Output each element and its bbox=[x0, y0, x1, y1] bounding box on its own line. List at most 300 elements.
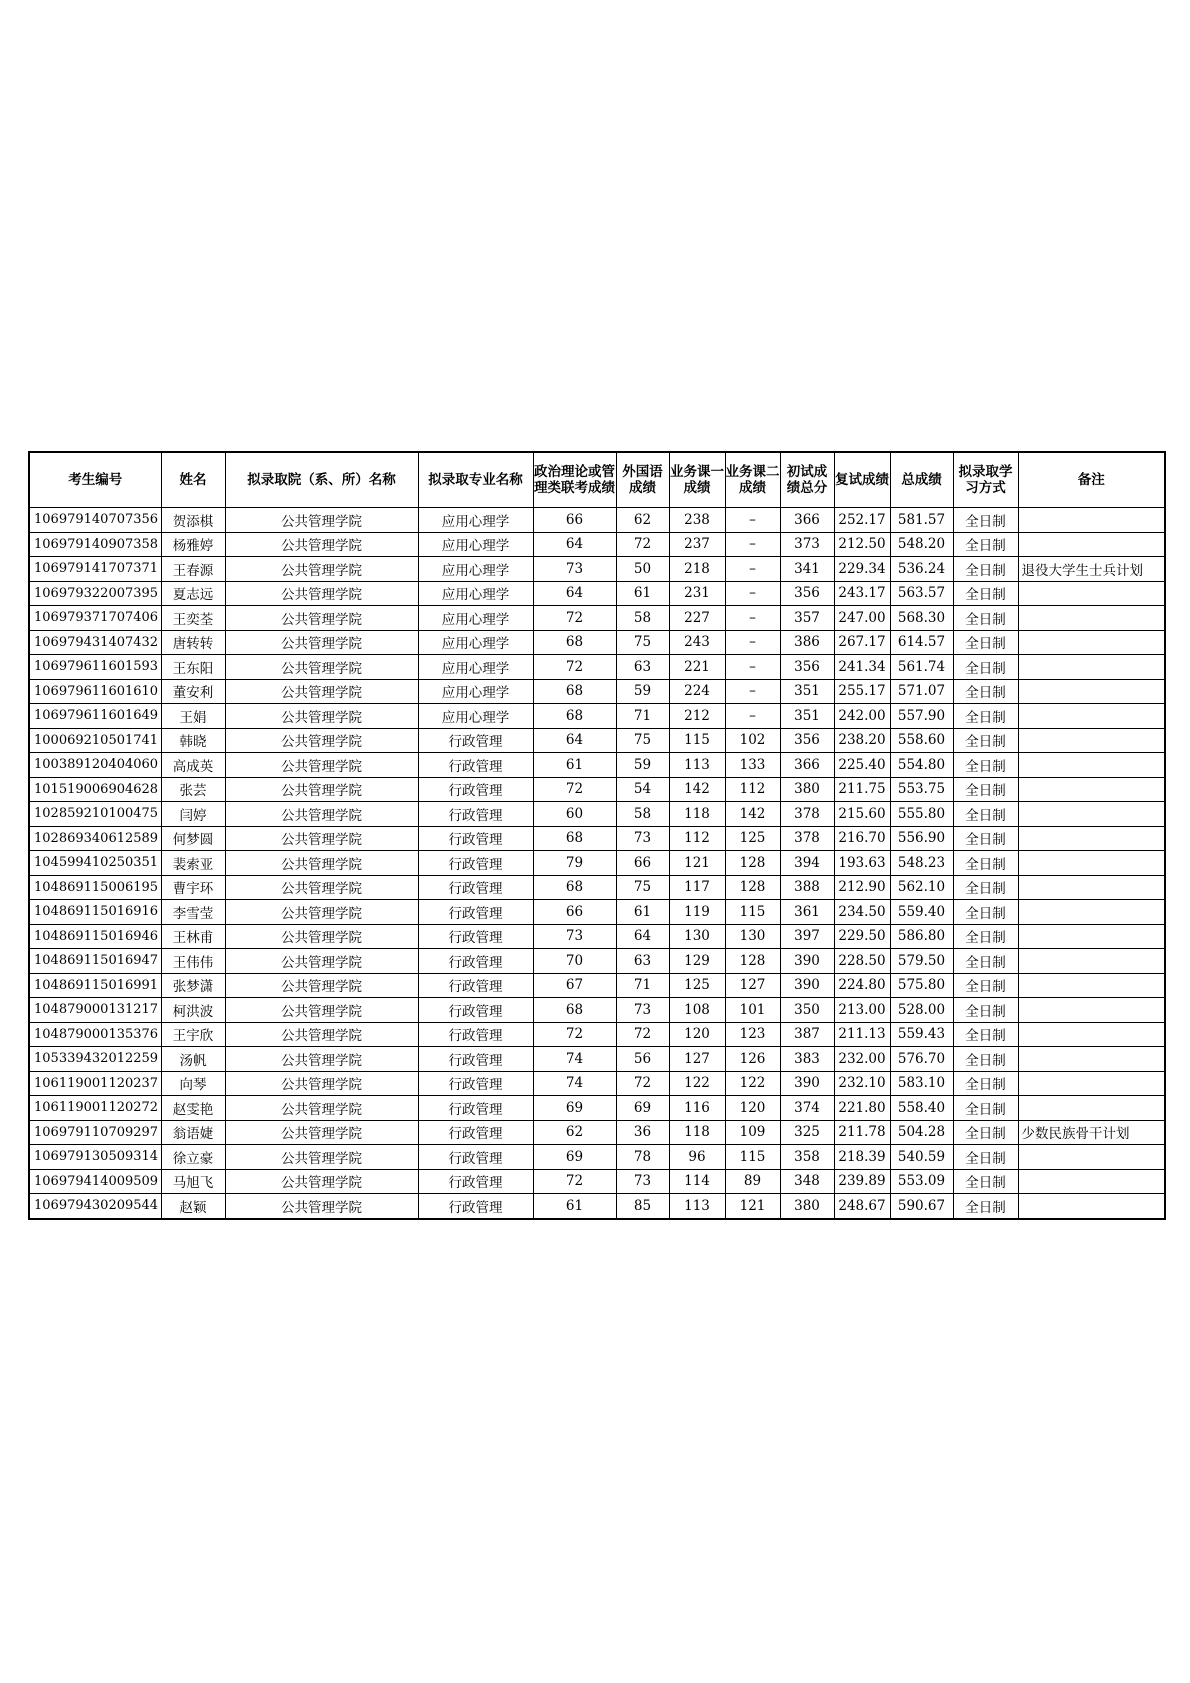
retest-score-cell: 225.40 bbox=[834, 753, 890, 778]
subject-one-score-cell: 122 bbox=[669, 1071, 725, 1096]
subject-one-score-cell: 130 bbox=[669, 924, 725, 949]
total-score-cell: 528.00 bbox=[890, 998, 953, 1023]
college-cell: 公共管理学院 bbox=[225, 606, 418, 631]
subject-two-score-cell: 89 bbox=[725, 1169, 780, 1194]
college-cell: 公共管理学院 bbox=[225, 973, 418, 998]
foreign-language-score-cell: 61 bbox=[616, 900, 669, 925]
study-mode-cell: 全日制 bbox=[953, 826, 1018, 851]
exam-id-cell: 106979414009509 bbox=[29, 1169, 161, 1194]
remarks-cell bbox=[1018, 998, 1165, 1023]
study-mode-cell: 全日制 bbox=[953, 1120, 1018, 1145]
name-cell: 王奕荃 bbox=[161, 606, 225, 631]
preliminary-total-cell: 325 bbox=[780, 1120, 834, 1145]
remarks-cell bbox=[1018, 728, 1165, 753]
total-score-cell: 548.23 bbox=[890, 851, 953, 876]
subject-one-score-cell: 117 bbox=[669, 875, 725, 900]
major-cell: 行政管理 bbox=[418, 728, 533, 753]
exam-id-cell: 104869115016916 bbox=[29, 900, 161, 925]
total-score-cell: 553.09 bbox=[890, 1169, 953, 1194]
name-cell: 唐转转 bbox=[161, 630, 225, 655]
retest-score-cell: 212.90 bbox=[834, 875, 890, 900]
college-cell: 公共管理学院 bbox=[225, 1145, 418, 1170]
exam-id-cell: 104879000131217 bbox=[29, 998, 161, 1023]
exam-id-cell: 106119001120237 bbox=[29, 1071, 161, 1096]
preliminary-total-cell: 388 bbox=[780, 875, 834, 900]
subject-two-score-cell: – bbox=[725, 655, 780, 680]
subject-one-score-cell: 118 bbox=[669, 1120, 725, 1145]
college-cell: 公共管理学院 bbox=[225, 1169, 418, 1194]
college-cell: 公共管理学院 bbox=[225, 753, 418, 778]
subject-two-score-cell: – bbox=[725, 581, 780, 606]
preliminary-total-cell: 390 bbox=[780, 1071, 834, 1096]
politics-score-cell: 73 bbox=[533, 557, 616, 582]
total-score-cell: 553.75 bbox=[890, 777, 953, 802]
major-cell: 行政管理 bbox=[418, 851, 533, 876]
remarks-cell bbox=[1018, 1071, 1165, 1096]
name-cell: 马旭飞 bbox=[161, 1169, 225, 1194]
table-row bbox=[29, 704, 1165, 729]
major-cell: 应用心理学 bbox=[418, 508, 533, 533]
study-mode-cell: 全日制 bbox=[953, 655, 1018, 680]
preliminary-total-cell: 374 bbox=[780, 1096, 834, 1121]
major-cell: 行政管理 bbox=[418, 753, 533, 778]
exam-id-cell: 106979611601593 bbox=[29, 655, 161, 680]
table-row bbox=[29, 557, 1165, 582]
major-cell: 应用心理学 bbox=[418, 532, 533, 557]
subject-two-score-cell: 122 bbox=[725, 1071, 780, 1096]
subject-one-score-cell: 121 bbox=[669, 851, 725, 876]
remarks-cell bbox=[1018, 949, 1165, 974]
politics-score-cell: 68 bbox=[533, 875, 616, 900]
major-cell: 行政管理 bbox=[418, 924, 533, 949]
study-mode-cell: 全日制 bbox=[953, 1194, 1018, 1219]
total-score-cell: 590.67 bbox=[890, 1194, 953, 1219]
politics-score-cell: 61 bbox=[533, 753, 616, 778]
college-cell: 公共管理学院 bbox=[225, 1194, 418, 1219]
remarks-cell bbox=[1018, 1096, 1165, 1121]
foreign-language-score-cell: 59 bbox=[616, 679, 669, 704]
study-mode-cell: 全日制 bbox=[953, 630, 1018, 655]
politics-score-cell: 79 bbox=[533, 851, 616, 876]
header-study-mode: 拟录取学习方式 bbox=[953, 452, 1018, 508]
subject-one-score-cell: 142 bbox=[669, 777, 725, 802]
remarks-cell bbox=[1018, 1169, 1165, 1194]
politics-score-cell: 68 bbox=[533, 998, 616, 1023]
foreign-language-score-cell: 75 bbox=[616, 630, 669, 655]
total-score-cell: 579.50 bbox=[890, 949, 953, 974]
study-mode-cell: 全日制 bbox=[953, 606, 1018, 631]
header-college: 拟录取院（系、所）名称 bbox=[225, 452, 418, 508]
politics-score-cell: 72 bbox=[533, 606, 616, 631]
name-cell: 杨雅婷 bbox=[161, 532, 225, 557]
preliminary-total-cell: 356 bbox=[780, 581, 834, 606]
remarks-cell bbox=[1018, 1047, 1165, 1072]
major-cell: 行政管理 bbox=[418, 875, 533, 900]
exam-id-cell: 100389120404060 bbox=[29, 753, 161, 778]
table-row bbox=[29, 1145, 1165, 1170]
study-mode-cell: 全日制 bbox=[953, 704, 1018, 729]
politics-score-cell: 74 bbox=[533, 1047, 616, 1072]
preliminary-total-cell: 357 bbox=[780, 606, 834, 631]
name-cell: 汤帆 bbox=[161, 1047, 225, 1072]
subject-two-score-cell: 120 bbox=[725, 1096, 780, 1121]
college-cell: 公共管理学院 bbox=[225, 1022, 418, 1047]
college-cell: 公共管理学院 bbox=[225, 679, 418, 704]
major-cell: 行政管理 bbox=[418, 1047, 533, 1072]
foreign-language-score-cell: 54 bbox=[616, 777, 669, 802]
college-cell: 公共管理学院 bbox=[225, 557, 418, 582]
subject-two-score-cell: 130 bbox=[725, 924, 780, 949]
study-mode-cell: 全日制 bbox=[953, 802, 1018, 827]
subject-two-score-cell: 126 bbox=[725, 1047, 780, 1072]
preliminary-total-cell: 361 bbox=[780, 900, 834, 925]
subject-two-score-cell: 128 bbox=[725, 875, 780, 900]
major-cell: 应用心理学 bbox=[418, 679, 533, 704]
foreign-language-score-cell: 62 bbox=[616, 508, 669, 533]
table-row bbox=[29, 802, 1165, 827]
foreign-language-score-cell: 73 bbox=[616, 826, 669, 851]
total-score-cell: 548.20 bbox=[890, 532, 953, 557]
total-score-cell: 562.10 bbox=[890, 875, 953, 900]
politics-score-cell: 68 bbox=[533, 826, 616, 851]
preliminary-total-cell: 356 bbox=[780, 728, 834, 753]
subject-one-score-cell: 227 bbox=[669, 606, 725, 631]
major-cell: 行政管理 bbox=[418, 777, 533, 802]
total-score-cell: 554.80 bbox=[890, 753, 953, 778]
subject-two-score-cell: 142 bbox=[725, 802, 780, 827]
politics-score-cell: 62 bbox=[533, 1120, 616, 1145]
table-row bbox=[29, 753, 1165, 778]
exam-id-cell: 100069210501741 bbox=[29, 728, 161, 753]
subject-one-score-cell: 113 bbox=[669, 753, 725, 778]
subject-two-score-cell: – bbox=[725, 679, 780, 704]
study-mode-cell: 全日制 bbox=[953, 532, 1018, 557]
remarks-cell: 退役大学生士兵计划 bbox=[1018, 557, 1165, 582]
subject-two-score-cell: 101 bbox=[725, 998, 780, 1023]
table-row bbox=[29, 508, 1165, 533]
major-cell: 行政管理 bbox=[418, 802, 533, 827]
header-preliminary-total: 初试成绩总分 bbox=[780, 452, 834, 508]
name-cell: 向琴 bbox=[161, 1071, 225, 1096]
table-row bbox=[29, 532, 1165, 557]
study-mode-cell: 全日制 bbox=[953, 924, 1018, 949]
retest-score-cell: 234.50 bbox=[834, 900, 890, 925]
total-score-cell: 557.90 bbox=[890, 704, 953, 729]
preliminary-total-cell: 394 bbox=[780, 851, 834, 876]
total-score-cell: 555.80 bbox=[890, 802, 953, 827]
college-cell: 公共管理学院 bbox=[225, 1071, 418, 1096]
retest-score-cell: 211.13 bbox=[834, 1022, 890, 1047]
college-cell: 公共管理学院 bbox=[225, 508, 418, 533]
retest-score-cell: 224.80 bbox=[834, 973, 890, 998]
exam-id-cell: 104869115016946 bbox=[29, 924, 161, 949]
retest-score-cell: 232.10 bbox=[834, 1071, 890, 1096]
table-row bbox=[29, 606, 1165, 631]
exam-id-cell: 106979611601649 bbox=[29, 704, 161, 729]
name-cell: 夏志远 bbox=[161, 581, 225, 606]
politics-score-cell: 64 bbox=[533, 532, 616, 557]
total-score-cell: 586.80 bbox=[890, 924, 953, 949]
college-cell: 公共管理学院 bbox=[225, 1096, 418, 1121]
college-cell: 公共管理学院 bbox=[225, 630, 418, 655]
header-subject-two-score: 业务课二成绩 bbox=[725, 452, 780, 508]
college-cell: 公共管理学院 bbox=[225, 875, 418, 900]
retest-score-cell: 238.20 bbox=[834, 728, 890, 753]
name-cell: 王娟 bbox=[161, 704, 225, 729]
retest-score-cell: 216.70 bbox=[834, 826, 890, 851]
study-mode-cell: 全日制 bbox=[953, 851, 1018, 876]
total-score-cell: 559.43 bbox=[890, 1022, 953, 1047]
name-cell: 王春源 bbox=[161, 557, 225, 582]
foreign-language-score-cell: 72 bbox=[616, 1022, 669, 1047]
remarks-cell bbox=[1018, 753, 1165, 778]
total-score-cell: 558.60 bbox=[890, 728, 953, 753]
retest-score-cell: 243.17 bbox=[834, 581, 890, 606]
table-row bbox=[29, 900, 1165, 925]
remarks-cell bbox=[1018, 802, 1165, 827]
subject-two-score-cell: 133 bbox=[725, 753, 780, 778]
subject-one-score-cell: 115 bbox=[669, 728, 725, 753]
study-mode-cell: 全日制 bbox=[953, 973, 1018, 998]
preliminary-total-cell: 390 bbox=[780, 973, 834, 998]
foreign-language-score-cell: 69 bbox=[616, 1096, 669, 1121]
preliminary-total-cell: 341 bbox=[780, 557, 834, 582]
politics-score-cell: 68 bbox=[533, 679, 616, 704]
preliminary-total-cell: 373 bbox=[780, 532, 834, 557]
foreign-language-score-cell: 58 bbox=[616, 606, 669, 631]
header-foreign-language-score: 外国语成绩 bbox=[616, 452, 669, 508]
retest-score-cell: 252.17 bbox=[834, 508, 890, 533]
subject-one-score-cell: 113 bbox=[669, 1194, 725, 1219]
name-cell: 何梦圆 bbox=[161, 826, 225, 851]
preliminary-total-cell: 356 bbox=[780, 655, 834, 680]
table-row bbox=[29, 826, 1165, 851]
subject-one-score-cell: 119 bbox=[669, 900, 725, 925]
exam-id-cell: 104869115016947 bbox=[29, 949, 161, 974]
retest-score-cell: 241.34 bbox=[834, 655, 890, 680]
preliminary-total-cell: 378 bbox=[780, 826, 834, 851]
politics-score-cell: 74 bbox=[533, 1071, 616, 1096]
politics-score-cell: 68 bbox=[533, 630, 616, 655]
subject-two-score-cell: – bbox=[725, 532, 780, 557]
exam-id-cell: 104869115006195 bbox=[29, 875, 161, 900]
subject-one-score-cell: 108 bbox=[669, 998, 725, 1023]
name-cell: 王伟伟 bbox=[161, 949, 225, 974]
header-major: 拟录取专业名称 bbox=[418, 452, 533, 508]
study-mode-cell: 全日制 bbox=[953, 753, 1018, 778]
remarks-cell bbox=[1018, 679, 1165, 704]
retest-score-cell: 267.17 bbox=[834, 630, 890, 655]
table-row bbox=[29, 1120, 1165, 1145]
total-score-cell: 540.59 bbox=[890, 1145, 953, 1170]
study-mode-cell: 全日制 bbox=[953, 777, 1018, 802]
preliminary-total-cell: 387 bbox=[780, 1022, 834, 1047]
total-score-cell: 559.40 bbox=[890, 900, 953, 925]
preliminary-total-cell: 358 bbox=[780, 1145, 834, 1170]
remarks-cell bbox=[1018, 581, 1165, 606]
subject-one-score-cell: 120 bbox=[669, 1022, 725, 1047]
study-mode-cell: 全日制 bbox=[953, 1145, 1018, 1170]
remarks-cell bbox=[1018, 704, 1165, 729]
subject-two-score-cell: – bbox=[725, 557, 780, 582]
foreign-language-score-cell: 78 bbox=[616, 1145, 669, 1170]
header-remarks: 备注 bbox=[1018, 452, 1165, 508]
name-cell: 王林甫 bbox=[161, 924, 225, 949]
foreign-language-score-cell: 36 bbox=[616, 1120, 669, 1145]
table-row bbox=[29, 679, 1165, 704]
major-cell: 应用心理学 bbox=[418, 557, 533, 582]
table-row bbox=[29, 998, 1165, 1023]
preliminary-total-cell: 386 bbox=[780, 630, 834, 655]
table-row bbox=[29, 949, 1165, 974]
subject-two-score-cell: 115 bbox=[725, 900, 780, 925]
retest-score-cell: 212.50 bbox=[834, 532, 890, 557]
subject-one-score-cell: 127 bbox=[669, 1047, 725, 1072]
exam-id-cell: 106979430209544 bbox=[29, 1194, 161, 1219]
remarks-cell bbox=[1018, 1022, 1165, 1047]
retest-score-cell: 239.89 bbox=[834, 1169, 890, 1194]
study-mode-cell: 全日制 bbox=[953, 1071, 1018, 1096]
subject-one-score-cell: 224 bbox=[669, 679, 725, 704]
politics-score-cell: 73 bbox=[533, 924, 616, 949]
total-score-cell: 576.70 bbox=[890, 1047, 953, 1072]
politics-score-cell: 68 bbox=[533, 704, 616, 729]
name-cell: 徐立豪 bbox=[161, 1145, 225, 1170]
name-cell: 张梦潇 bbox=[161, 973, 225, 998]
major-cell: 行政管理 bbox=[418, 1145, 533, 1170]
name-cell: 高成英 bbox=[161, 753, 225, 778]
exam-id-cell: 102869340612589 bbox=[29, 826, 161, 851]
remarks-cell bbox=[1018, 1145, 1165, 1170]
total-score-cell: 536.24 bbox=[890, 557, 953, 582]
name-cell: 王宇欣 bbox=[161, 1022, 225, 1047]
politics-score-cell: 69 bbox=[533, 1145, 616, 1170]
exam-id-cell: 106979110709297 bbox=[29, 1120, 161, 1145]
remarks-cell bbox=[1018, 606, 1165, 631]
header-subject-one-score: 业务课一成绩 bbox=[669, 452, 725, 508]
retest-score-cell: 211.78 bbox=[834, 1120, 890, 1145]
name-cell: 张芸 bbox=[161, 777, 225, 802]
college-cell: 公共管理学院 bbox=[225, 826, 418, 851]
foreign-language-score-cell: 73 bbox=[616, 1169, 669, 1194]
name-cell: 王东阳 bbox=[161, 655, 225, 680]
exam-id-cell: 104869115016991 bbox=[29, 973, 161, 998]
foreign-language-score-cell: 72 bbox=[616, 1071, 669, 1096]
subject-one-score-cell: 243 bbox=[669, 630, 725, 655]
table-row bbox=[29, 777, 1165, 802]
foreign-language-score-cell: 71 bbox=[616, 973, 669, 998]
remarks-cell bbox=[1018, 777, 1165, 802]
college-cell: 公共管理学院 bbox=[225, 581, 418, 606]
exam-id-cell: 106119001120272 bbox=[29, 1096, 161, 1121]
study-mode-cell: 全日制 bbox=[953, 728, 1018, 753]
retest-score-cell: 218.39 bbox=[834, 1145, 890, 1170]
exam-id-cell: 102859210100475 bbox=[29, 802, 161, 827]
preliminary-total-cell: 351 bbox=[780, 679, 834, 704]
study-mode-cell: 全日制 bbox=[953, 900, 1018, 925]
politics-score-cell: 72 bbox=[533, 777, 616, 802]
foreign-language-score-cell: 63 bbox=[616, 949, 669, 974]
header-politics-score: 政治理论或管理类联考成绩 bbox=[533, 452, 616, 508]
exam-id-cell: 106979322007395 bbox=[29, 581, 161, 606]
major-cell: 应用心理学 bbox=[418, 606, 533, 631]
politics-score-cell: 64 bbox=[533, 728, 616, 753]
politics-score-cell: 72 bbox=[533, 1022, 616, 1047]
total-score-cell: 556.90 bbox=[890, 826, 953, 851]
college-cell: 公共管理学院 bbox=[225, 1120, 418, 1145]
major-cell: 应用心理学 bbox=[418, 704, 533, 729]
preliminary-total-cell: 378 bbox=[780, 802, 834, 827]
study-mode-cell: 全日制 bbox=[953, 875, 1018, 900]
exam-id-cell: 104599410250351 bbox=[29, 851, 161, 876]
politics-score-cell: 69 bbox=[533, 1096, 616, 1121]
total-score-cell: 583.10 bbox=[890, 1071, 953, 1096]
foreign-language-score-cell: 85 bbox=[616, 1194, 669, 1219]
major-cell: 行政管理 bbox=[418, 1096, 533, 1121]
header-exam-id: 考生编号 bbox=[29, 452, 161, 508]
retest-score-cell: 221.80 bbox=[834, 1096, 890, 1121]
preliminary-total-cell: 350 bbox=[780, 998, 834, 1023]
remarks-cell bbox=[1018, 655, 1165, 680]
header-total-score: 总成绩 bbox=[890, 452, 953, 508]
table-row bbox=[29, 924, 1165, 949]
foreign-language-score-cell: 64 bbox=[616, 924, 669, 949]
major-cell: 行政管理 bbox=[418, 900, 533, 925]
foreign-language-score-cell: 72 bbox=[616, 532, 669, 557]
remarks-cell bbox=[1018, 900, 1165, 925]
table-row bbox=[29, 1047, 1165, 1072]
subject-one-score-cell: 221 bbox=[669, 655, 725, 680]
table-row bbox=[29, 581, 1165, 606]
total-score-cell: 581.57 bbox=[890, 508, 953, 533]
preliminary-total-cell: 366 bbox=[780, 753, 834, 778]
exam-id-cell: 101519006904628 bbox=[29, 777, 161, 802]
total-score-cell: 568.30 bbox=[890, 606, 953, 631]
politics-score-cell: 66 bbox=[533, 508, 616, 533]
preliminary-total-cell: 380 bbox=[780, 1194, 834, 1219]
exam-id-cell: 104879000135376 bbox=[29, 1022, 161, 1047]
study-mode-cell: 全日制 bbox=[953, 1169, 1018, 1194]
name-cell: 赵颖 bbox=[161, 1194, 225, 1219]
retest-score-cell: 232.00 bbox=[834, 1047, 890, 1072]
name-cell: 李雪莹 bbox=[161, 900, 225, 925]
subject-two-score-cell: 127 bbox=[725, 973, 780, 998]
subject-two-score-cell: 115 bbox=[725, 1145, 780, 1170]
exam-id-cell: 106979140907358 bbox=[29, 532, 161, 557]
subject-two-score-cell: – bbox=[725, 508, 780, 533]
remarks-cell bbox=[1018, 630, 1165, 655]
table-body bbox=[29, 508, 1165, 1219]
subject-two-score-cell: – bbox=[725, 704, 780, 729]
study-mode-cell: 全日制 bbox=[953, 1096, 1018, 1121]
name-cell: 董安利 bbox=[161, 679, 225, 704]
study-mode-cell: 全日制 bbox=[953, 581, 1018, 606]
name-cell: 裴索亚 bbox=[161, 851, 225, 876]
name-cell: 赵雯艳 bbox=[161, 1096, 225, 1121]
major-cell: 应用心理学 bbox=[418, 655, 533, 680]
name-cell: 韩晓 bbox=[161, 728, 225, 753]
subject-one-score-cell: 125 bbox=[669, 973, 725, 998]
name-cell: 曹宇环 bbox=[161, 875, 225, 900]
retest-score-cell: 193.63 bbox=[834, 851, 890, 876]
subject-one-score-cell: 231 bbox=[669, 581, 725, 606]
admission-table bbox=[28, 451, 1166, 1220]
remarks-cell bbox=[1018, 851, 1165, 876]
foreign-language-score-cell: 75 bbox=[616, 728, 669, 753]
college-cell: 公共管理学院 bbox=[225, 728, 418, 753]
college-cell: 公共管理学院 bbox=[225, 949, 418, 974]
subject-one-score-cell: 118 bbox=[669, 802, 725, 827]
